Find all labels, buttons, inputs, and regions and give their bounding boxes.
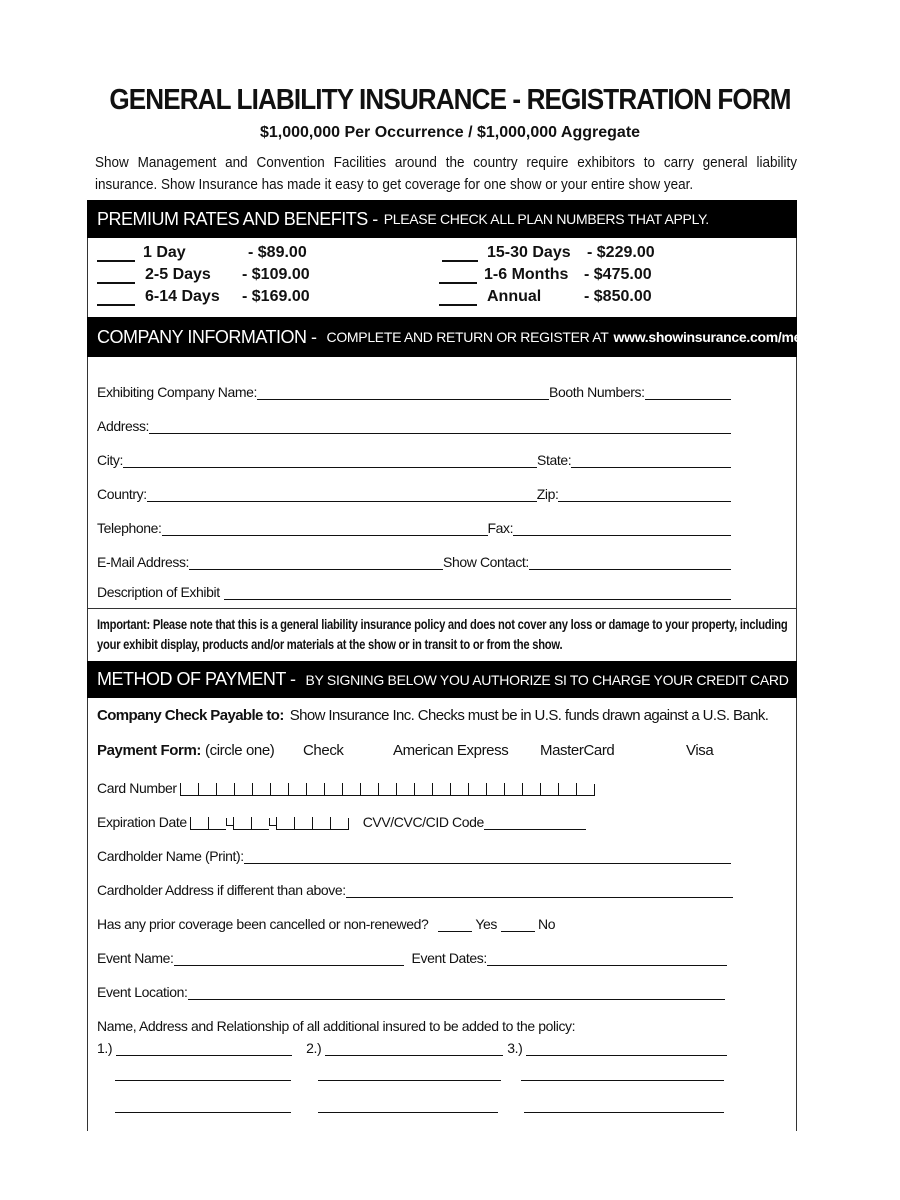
cvv-field[interactable] (484, 815, 586, 830)
check-label: Company Check Payable to: (97, 707, 284, 724)
additional-insured-label: Name, Address and Relationship of all additional insured to be added to the policy: (97, 1018, 576, 1034)
plan-price: - $475.00 (584, 266, 652, 283)
insured-3-field[interactable] (526, 1041, 727, 1056)
address-field[interactable] (149, 419, 731, 434)
description-label: Description of Exhibit (97, 584, 220, 600)
yes-label: Yes (475, 916, 497, 932)
plan-price: - $89.00 (248, 244, 307, 261)
card-number-field[interactable] (180, 782, 595, 796)
payment-heading: METHOD OF PAYMENT - (97, 669, 296, 689)
event-dates-label: Event Dates: (411, 950, 487, 966)
cardholder-name-label: Cardholder Name (Print): (97, 848, 244, 864)
intro-text: Show Management and Convention Facilities around the country require exhibitors to carry general liability insurance. Show Insurance has made it easy to get coverage for one show or your entire show year. (95, 154, 797, 193)
insured-3-line-2[interactable] (521, 1066, 724, 1081)
plan-price: - $169.00 (242, 288, 310, 305)
city-label: City: (97, 452, 124, 468)
plan-checkbox[interactable] (97, 268, 135, 284)
plan-checkbox[interactable] (442, 246, 478, 262)
plan-label: 2-5 Days (145, 266, 211, 283)
fax-label: Fax: (487, 520, 514, 536)
insured-1-label: 1.) (97, 1040, 113, 1056)
option-visa[interactable]: Visa (686, 742, 714, 759)
insured-3-label: 3.) (507, 1040, 523, 1056)
insured-2-label: 2.) (306, 1040, 322, 1056)
email-label: E-Mail Address: (97, 554, 190, 570)
cardholder-address-field[interactable] (346, 883, 733, 898)
plan-price: - $229.00 (587, 244, 655, 261)
insured-2-line-3[interactable] (318, 1098, 498, 1113)
state-field[interactable] (571, 453, 731, 468)
company-url[interactable]: www.showinsurance.com/metro (613, 329, 819, 345)
option-mastercard[interactable]: MasterCard (540, 742, 615, 759)
insured-2-line-2[interactable] (318, 1066, 501, 1081)
prior-no-blank[interactable] (501, 917, 535, 932)
divider (87, 608, 797, 609)
show-contact-field[interactable] (529, 555, 731, 570)
plan-label: Annual (487, 288, 542, 305)
premium-heading: PREMIUM RATES AND BENEFITS - (97, 208, 378, 229)
cardholder-address-label: Cardholder Address if different than above: (97, 882, 346, 898)
plan-checkbox[interactable] (97, 246, 135, 262)
payment-subheading: BY SIGNING BELOW YOU AUTHORIZE SI TO CHARGE YOUR CREDIT CARD (305, 671, 789, 688)
country-field[interactable] (147, 487, 537, 502)
form-subtitle: $1,000,000 Per Occurrence / $1,000,000 Aggregate (259, 124, 641, 141)
plan-checkbox[interactable] (97, 290, 135, 306)
event-location-label: Event Location: (97, 984, 188, 1000)
zip-label: Zip: (536, 486, 559, 502)
zip-field[interactable] (558, 487, 731, 502)
company-name-label: Exhibiting Company Name: (97, 384, 258, 400)
company-subheading: COMPLETE AND RETURN OR REGISTER AT (326, 329, 609, 345)
check-text: Show Insurance Inc. Checks must be in U.S. funds drawn against a U.S. Bank. (289, 707, 769, 724)
event-name-field[interactable] (174, 951, 404, 966)
address-label: Address: (97, 418, 150, 434)
plan-price: - $109.00 (242, 266, 310, 283)
email-field[interactable] (189, 555, 443, 570)
card-number-label: Card Number (97, 780, 177, 796)
telephone-field[interactable] (162, 521, 488, 536)
payment-header (87, 661, 797, 698)
important-notice: Important: Please note that this is a general liability insurance policy and does not cover any loss or damage to your property, including your exhibit display, products and/or materials at the show or in transit to or from the show. (97, 616, 788, 652)
booth-label: Booth Numbers: (549, 384, 645, 400)
plan-label: 1 Day (143, 244, 186, 261)
company-heading: COMPANY INFORMATION - (97, 326, 317, 347)
city-field[interactable] (123, 453, 537, 468)
event-dates-field[interactable] (487, 951, 727, 966)
plan-label: 15-30 Days (487, 244, 571, 261)
no-label: No (538, 916, 556, 932)
option-amex[interactable]: American Express (393, 742, 509, 759)
cvv-label: CVV/CVC/CID Code (362, 814, 484, 830)
event-location-field[interactable] (188, 985, 725, 1000)
form-title: GENERAL LIABILITY INSURANCE - REGISTRATION FORM (109, 84, 791, 116)
prior-yes-blank[interactable] (438, 917, 472, 932)
insured-1-line-2[interactable] (115, 1066, 291, 1081)
company-header (87, 317, 819, 357)
plan-price: - $850.00 (584, 288, 652, 305)
insured-1-line-3[interactable] (115, 1098, 291, 1113)
booth-field[interactable] (645, 385, 731, 400)
insured-3-line-3[interactable] (524, 1098, 724, 1113)
expiration-label: Expiration Date (97, 814, 187, 830)
telephone-label: Telephone: (97, 520, 162, 536)
cardholder-name-field[interactable] (244, 849, 731, 864)
premium-header (87, 200, 797, 238)
state-label: State: (537, 452, 572, 468)
insured-2-field[interactable] (325, 1041, 503, 1056)
show-contact-label: Show Contact: (443, 554, 529, 570)
expiration-field[interactable] (190, 816, 349, 830)
description-field[interactable] (224, 585, 731, 600)
country-label: Country: (97, 486, 147, 502)
option-check[interactable]: Check (303, 742, 344, 759)
payment-form-hint: (circle one) (205, 742, 275, 759)
prior-coverage-label: Has any prior coverage been cancelled or non-renewed? (97, 916, 429, 932)
insured-1-field[interactable] (116, 1041, 292, 1056)
plan-label: 6-14 Days (145, 288, 220, 305)
event-name-label: Event Name: (97, 950, 174, 966)
company-name-field[interactable] (257, 385, 549, 400)
premium-subheading: PLEASE CHECK ALL PLAN NUMBERS THAT APPLY. (383, 211, 709, 227)
payment-form-label: Payment Form: (97, 742, 201, 759)
plan-checkbox[interactable] (439, 290, 477, 306)
plan-checkbox[interactable] (439, 268, 477, 284)
plan-label: 1-6 Months (484, 266, 569, 283)
fax-field[interactable] (513, 521, 731, 536)
